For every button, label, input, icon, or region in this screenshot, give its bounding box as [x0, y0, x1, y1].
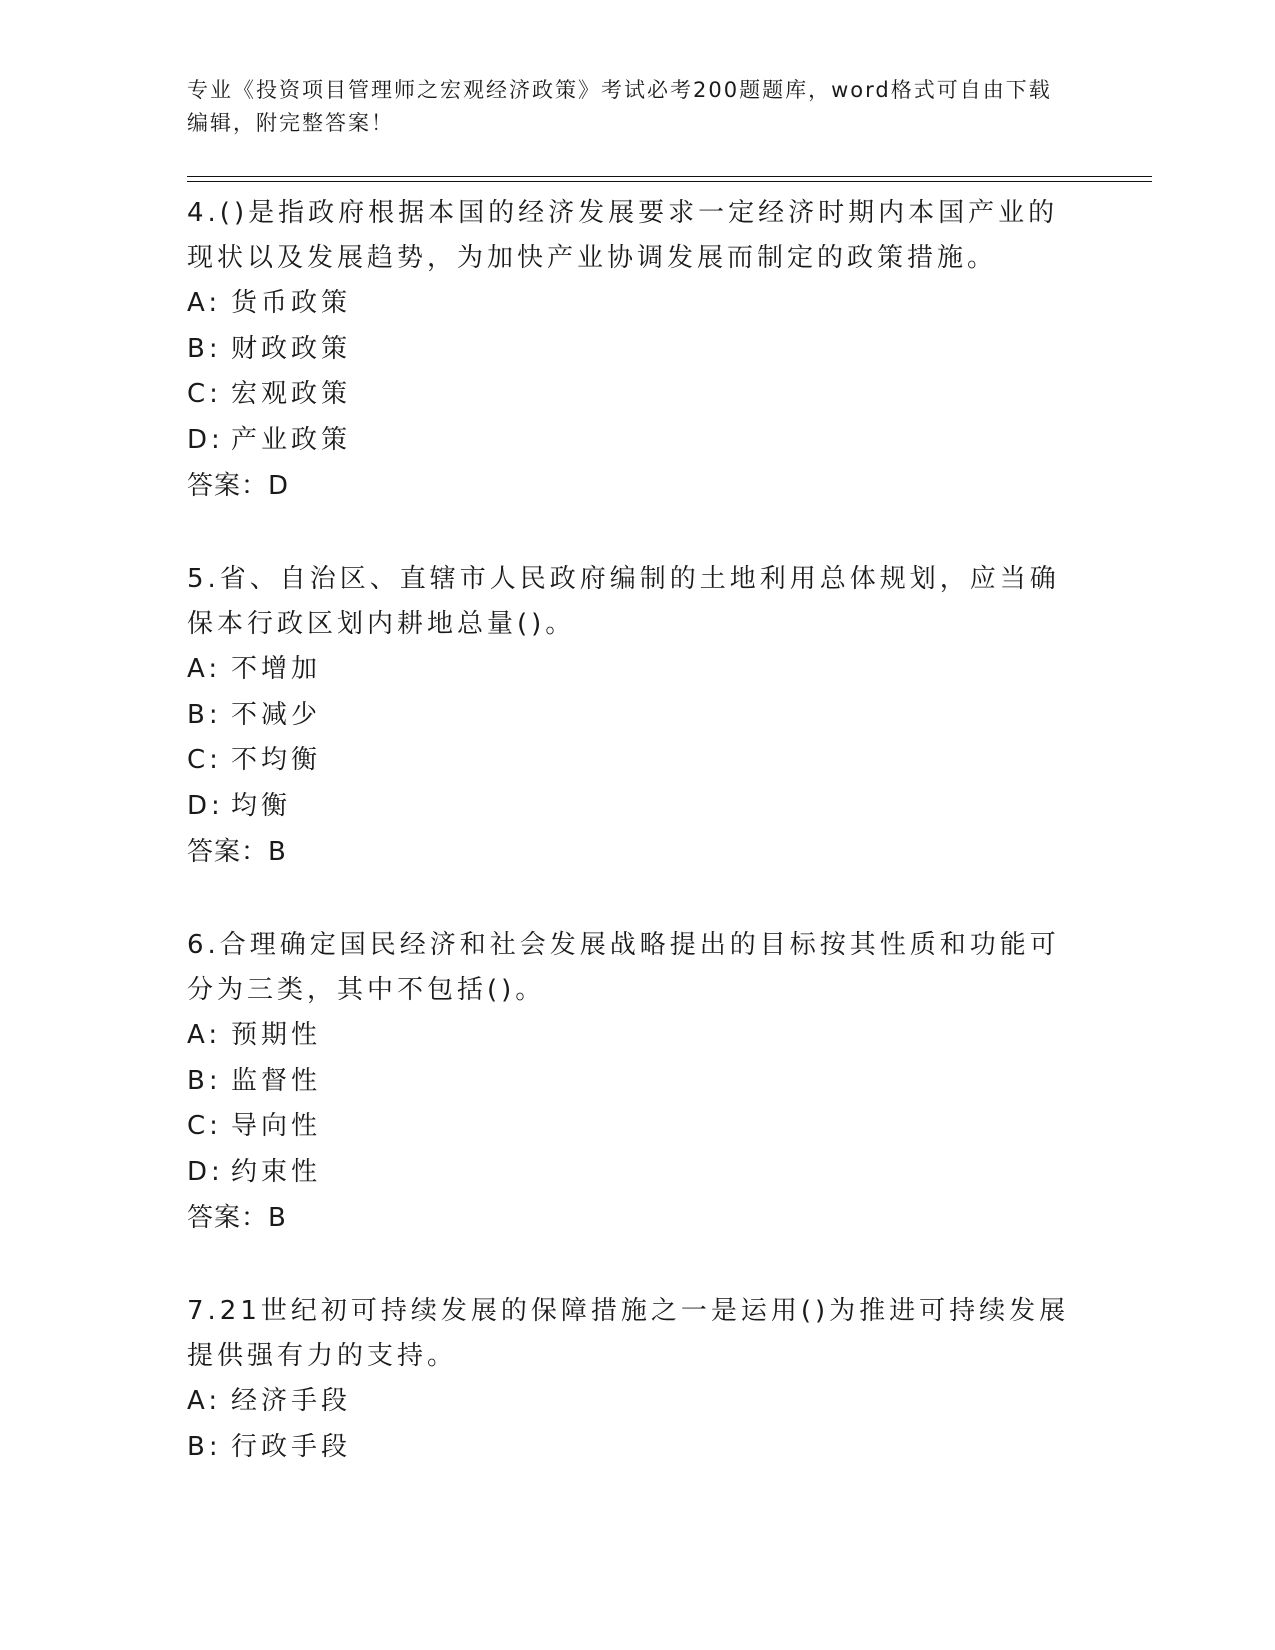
option-key: D:	[187, 424, 224, 455]
option-b	[187, 1425, 1087, 1471]
question-5	[187, 557, 1087, 875]
question-stem: 7.21世纪初可持续发展的保障措施之一是运用()为推进可持续发展提供强有力的支持。	[187, 1296, 1070, 1371]
option-key: B:	[187, 333, 222, 364]
question-stem: 6.合理确定国民经济和社会发展战略提出的目标按其性质和功能可分为三类，其中不包括()。	[187, 930, 1060, 1005]
option-b	[187, 693, 1087, 739]
option-text: 行政手段	[231, 1431, 352, 1462]
header-rule-top	[187, 176, 1152, 177]
question-stem: 4.()是指政府根据本国的经济发展要求一定经济时期内本国产业的现状以及发展趋势，为加快产业协调发展而制定的政策措施。	[187, 198, 1059, 273]
option-key: A:	[187, 654, 222, 684]
option-key: B:	[187, 1431, 222, 1462]
option-text: 宏观政策	[231, 379, 352, 409]
option-text: 约束性	[231, 1156, 322, 1187]
header-rule-bottom	[187, 181, 1152, 182]
option-key: D:	[187, 790, 224, 821]
question-list	[187, 191, 1087, 1518]
option-text: 不减少	[231, 699, 322, 730]
option-text: 均衡	[231, 790, 292, 821]
option-c	[187, 738, 1087, 784]
option-key: C:	[187, 1111, 222, 1141]
question-6	[187, 923, 1087, 1241]
answer-line: 答案：D	[187, 471, 290, 501]
option-d	[187, 418, 1087, 464]
option-c	[187, 372, 1087, 418]
option-key: D:	[187, 1156, 224, 1187]
option-b	[187, 1059, 1087, 1105]
question-stem: 5.省、自治区、直辖市人民政府编制的土地利用总体规划，应当确保本行政区划内耕地总量()。	[187, 564, 1060, 639]
option-c	[187, 1104, 1087, 1150]
option-a	[187, 647, 1087, 693]
option-text: 财政政策	[231, 333, 352, 364]
option-a	[187, 1013, 1087, 1059]
option-text: 预期性	[231, 1020, 322, 1050]
option-text: 不增加	[231, 654, 322, 684]
option-key: A:	[187, 288, 222, 318]
option-a	[187, 281, 1087, 327]
option-key: A:	[187, 1386, 222, 1416]
option-text: 监督性	[231, 1065, 322, 1096]
option-d	[187, 784, 1087, 830]
option-text: 导向性	[231, 1111, 322, 1141]
question-7	[187, 1289, 1087, 1470]
option-a	[187, 1379, 1087, 1425]
option-key: B:	[187, 699, 222, 730]
question-4	[187, 191, 1087, 509]
option-text: 经济手段	[231, 1386, 352, 1416]
answer-line: 答案：B	[187, 837, 287, 867]
option-key: A:	[187, 1020, 222, 1050]
option-key: B:	[187, 1065, 222, 1096]
option-key: C:	[187, 379, 222, 409]
option-b	[187, 327, 1087, 373]
option-text: 产业政策	[231, 424, 352, 455]
option-text: 不均衡	[231, 745, 322, 775]
answer-line: 答案：B	[187, 1203, 287, 1233]
option-d	[187, 1150, 1087, 1196]
option-key: C:	[187, 745, 222, 775]
document-header: 专业《投资项目管理师之宏观经济政策》考试必考200题题库，word格式可自由下载编辑，附完整答案！	[187, 78, 1052, 135]
option-text: 货币政策	[231, 288, 352, 318]
